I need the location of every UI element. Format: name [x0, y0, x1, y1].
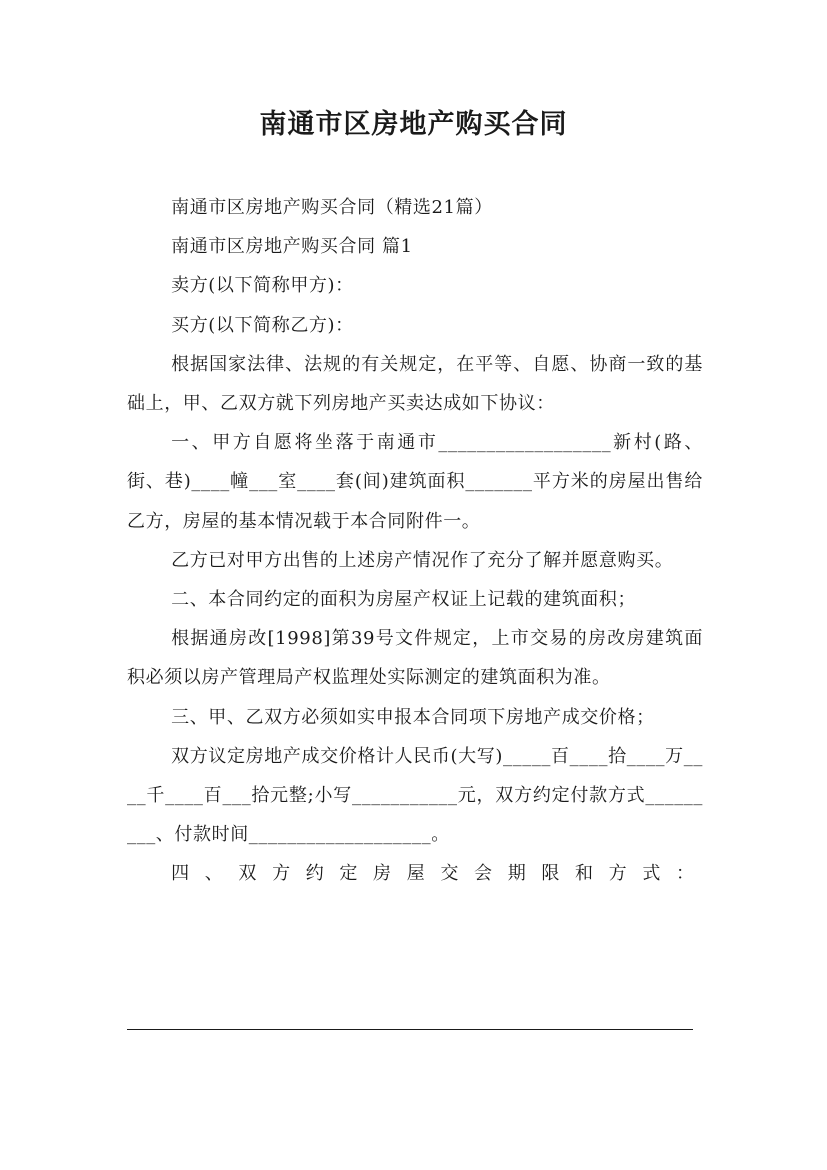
paragraph-buyer-acknowledgement: 乙方已对甲方出售的上述房产情况作了充分了解并愿意购买。: [171, 549, 674, 571]
paragraph-preamble: 根据国家法律、法规的有关规定，在平等、自愿、协商一致的基础上，甲、乙双方就下列房地产买卖达成如下协议：: [127, 353, 703, 415]
document-body: [127, 188, 703, 894]
paragraph-clause-4: 四、双方约定房屋交会期限和方式：: [171, 863, 703, 885]
paragraph-clause-1: 一、甲方自愿将坐落于南通市__________________新村(路、街、巷)____幢___室____套(间)建筑面积_______平方米的房屋出售给乙方，房屋的基本情况载于本合同附件一。: [127, 432, 703, 532]
paragraph-seller: 卖方(以下简称甲方)：: [171, 275, 354, 297]
paragraph-collection-title: 南通市区房地产购买合同（精选21篇）: [171, 197, 493, 218]
paragraph-clause-2: 二、本合同约定的面积为房屋产权证上记载的建筑面积；: [171, 589, 637, 611]
paragraph-contract-heading: 南通市区房地产购买合同 篇1: [171, 236, 413, 258]
paragraph-area-regulation: 根据通房改[1998]第39号文件规定，上市交易的房改房建筑面积必须以房产管理局产权监理处实际测定的建筑面积为准。: [127, 628, 703, 689]
blank-fill-line: [127, 1029, 693, 1030]
document-title: 南通市区房地产购买合同: [259, 109, 568, 140]
paragraph-price: 双方议定房地产成交价格计人民币(大写)_____百____拾____万____千____百___拾元整;小写___________元，双方约定付款方式_________、付款时间___________________。: [127, 745, 703, 846]
paragraph-clause-3: 三、甲、乙双方必须如实申报本合同项下房地产成交价格；: [171, 706, 655, 728]
paragraph-buyer: 买方(以下简称乙方)：: [171, 314, 354, 336]
